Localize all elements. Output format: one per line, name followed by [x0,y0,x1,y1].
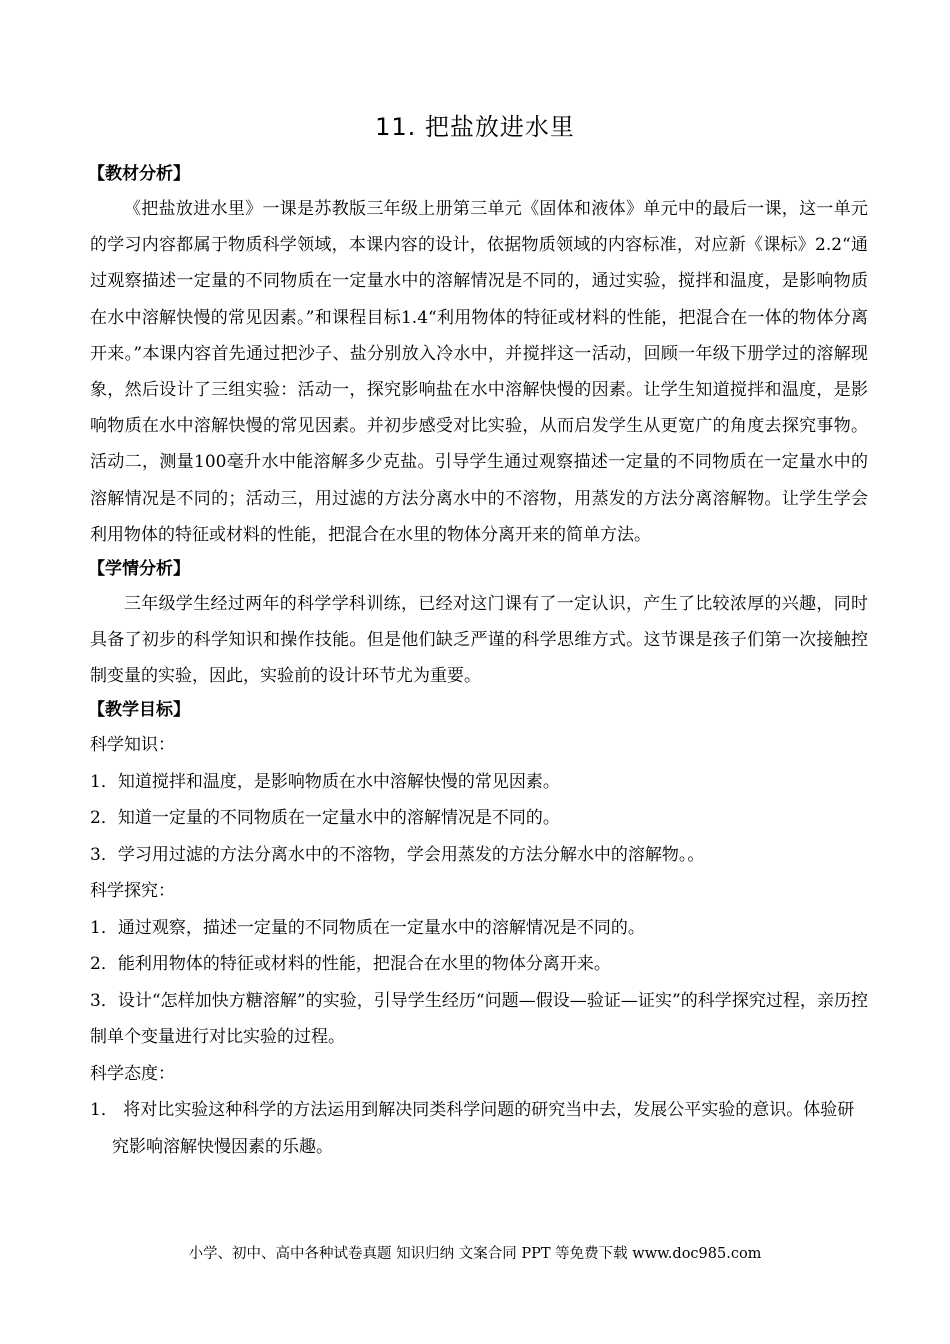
inquiry-label: 科学探究： [90,881,175,902]
knowledge-item: 1．知道搅拌和温度，是影响物质在水中溶解快慢的常见因素。 [90,771,560,792]
page-footer: 小学、初中、高中各种试卷真题 知识归纳 文案合同 PPT 等免费下载 www.doc985.com [188,1246,762,1262]
section-heading-student-analysis: 【学情分析】 [88,559,190,580]
inquiry-item: 3．设计“怎样加快方糖溶解”的实验，引导学生经历“问题—假设—验证—证实”的科学探究过程，亲历控制单个变量进行对比实验的过程。 [90,990,868,1048]
inquiry-item: 1．通过观察，描述一定量的不同物质在一定量水中的溶解情况是不同的。 [90,917,645,938]
page-title: 11. 把盐放进水里 [375,113,575,141]
student-analysis-paragraph: 三年级学生经过两年的科学学科训练，已经对这门课有了一定认识，产生了比较浓厚的兴趣，同时具备了初步的科学知识和操作技能。但是他们缺乏严谨的科学思维方式。这节课是孩子们第一次接触控制变量的实验，因此，实验前的设计环节尤为重要。 [90,594,868,687]
inquiry-item: 2．能利用物体的特征或材料的性能，把混合在水里的物体分离开来。 [90,954,611,975]
knowledge-label: 科学知识： [90,735,175,756]
section-heading-material-analysis: 【教材分析】 [88,164,190,184]
document-body [90,158,868,1165]
attitude-label: 科学态度： [90,1063,175,1084]
attitude-item: 1． 将对比实验这种科学的方法运用到解决同类科学问题的研究当中去，发展公平实验的意识。体验研究影响溶解快慢因素的乐趣。 [90,1100,855,1157]
section-heading-teaching-goals: 【教学目标】 [88,700,190,721]
knowledge-item: 3．学习用过滤的方法分离水中的不溶物，学会用蒸发的方法分解水中的溶解物。。 [90,844,705,865]
knowledge-item: 2．知道一定量的不同物质在一定量水中的溶解情况是不同的。 [90,808,560,829]
material-analysis-paragraph: 《把盐放进水里》一课是苏教版三年级上册第三单元《固体和液体》单元中的最后一课，这一单元的学习内容都属于物质科学领域，本课内容的设计，依据物质领域的内容标准，对应新《课标》2.2“通过观察描述一定量的不同物质在一定量水中的溶解情况是不同的，通过实验，搅拌和温度，是影响物质在水中溶解快慢的常见因素。”和课程目标1.4“利用物体的特征或材料的性能，把混合在一体的物体分离开来。”本课内容首先通过把沙子、盐分别放入冷水中，并搅拌这一活动，回顾一年级下册学过的溶解现象，然后设计了三组实验：活动一，探究影响盐在水中溶解快慢的因素。让学生知道搅拌和温度，是影响物质在水中溶解快慢的常见因素。并初步感受对比实验，从而启发学生从更宽广的角度去探究事物。活动二，测量100毫升水中能溶解多少克盐。引导学生通过观察描述一定量的不同物质在一定量水中的溶解情况是不同的；活动三，用过滤的方法分离水中的不溶物，用蒸发的方法分离溶解物。让学生学会利用物体的特征或材料的性能，把混合在水里的物体分离开来的简单方法。 [90,199,868,545]
